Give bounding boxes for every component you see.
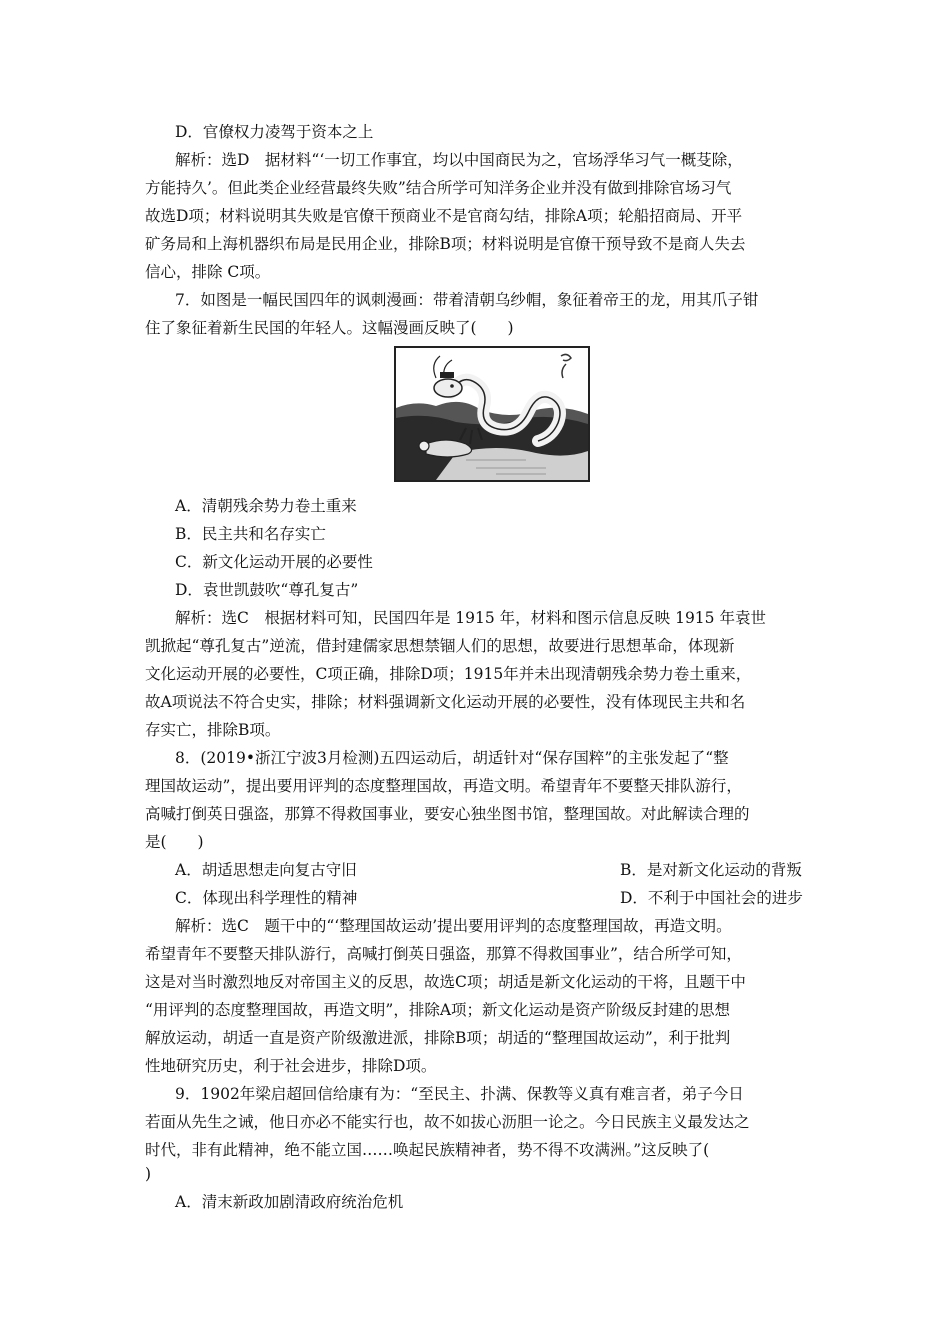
option-b-q7: B．民主共和名存实亡 [175,525,326,543]
question-9-stem-line-1: 9．1902年梁启超回信给康有为：“至民主、扑满、保教等义真有难言者，弟子今日 [175,1085,744,1103]
question-8-stem-line-1: 8．(2019•浙江宁波3月检测)五四运动后，胡适针对“保存国粹”的主张发起了“整 [175,749,729,767]
option-a-q9: A．清末新政加剧清政府统治危机 [175,1193,404,1211]
options-q8-row-1 [175,860,840,880]
option-b-q8: B．是对新文化运动的背叛 [620,861,802,879]
analysis-q8-line-1: 解析：选C 题干中的“‘整理国故运动’提出要用评判的态度整理国故，再造文明。 [175,917,732,935]
options-q8-row-2 [175,888,840,908]
option-d-q6: D．官僚权力凌驾于资本之上 [175,123,374,141]
analysis-q7-line-5: 存实亡，排除B项。 [145,721,281,739]
analysis-q8-line-4: “用评判的态度整理国故，再造文明”，排除A项；新文化运动是资产阶级反封建的思想 [145,1001,731,1019]
option-a-q7: A．清朝残余势力卷土重来 [175,497,357,515]
analysis-q7-line-1: 解析：选C 根据材料可知，民国四年是 1915 年，材料和图示信息反映 1915 年袁世 [175,609,766,627]
satirical-cartoon-image [394,346,590,482]
question-8-stem-line-3: 高喊打倒英日强盗，那算不得救国事业，要安心独坐图书馆，整理国故。对此解读合理的 [145,805,750,823]
analysis-q6-line-1: 解析：选D 据材料“‘一切工作事宜，均以中国商民为之，官场浮华习气一概芟除， [175,151,743,169]
dragon-cartoon-illustration [396,348,588,480]
analysis-q6-line-3: 故选D项；材料说明其失败是官僚干预商业不是官商勾结，排除A项；轮船招商局、开平 [145,207,743,225]
analysis-q8-line-6: 性地研究历史，利于社会进步，排除D项。 [145,1057,437,1075]
analysis-q6-line-4: 矿务局和上海机器织布局是民用企业，排除B项；材料说明是官僚干预导致不是商人失去 [145,235,746,253]
question-7-stem-line-2: 住了象征着新生民国的年轻人。这幅漫画反映了( ) [145,319,514,337]
option-d-q8: D．不利于中国社会的进步 [620,889,803,907]
option-c-q8: C．体现出科学理性的精神 [175,889,358,907]
analysis-q6-line-2: 方能持久’。但此类企业经营最终失败”结合所学可知洋务企业并没有做到排除官场习气 [145,179,732,197]
question-9-stem-line-4: ) [145,1165,152,1183]
analysis-q8-line-2: 希望青年不要整天排队游行，高喊打倒英日强盗，那算不得救国事业”，结合所学可知， [145,945,742,963]
question-9-stem-line-3: 时代，非有此精神，绝不能立国……唤起民族精神者，势不得不攻满洲。”这反映了( [145,1141,710,1159]
option-a-q8: A．胡适思想走向复古守旧 [175,861,357,879]
analysis-q8-line-3: 这是对当时激烈地反对帝国主义的反思，故选C项；胡适是新文化运动的干将，且题干中 [145,973,746,991]
question-8-stem-line-2: 理国故运动”，提出要用评判的态度整理国故，再造文明。希望青年不要整天排队游行， [145,777,742,795]
option-d-q7: D．袁世凯鼓吹“尊孔复古” [175,581,359,599]
analysis-q6-line-5: 信心，排除 C项。 [145,263,271,281]
option-c-q7: C．新文化运动开展的必要性 [175,553,373,571]
question-9-stem-line-2: 若面从先生之诫，他日亦必不能实行也，故不如拔心沥胆一论之。今日民族主义最发达之 [145,1113,750,1131]
analysis-q7-line-4: 故A项说法不符合史实，排除；材料强调新文化运动开展的必要性，没有体现民主共和名 [145,693,746,711]
analysis-q7-line-2: 凯掀起“尊孔复古”逆流，借封建儒家思想禁锢人们的思想，故要进行思想革命，体现新 [145,637,735,655]
question-8-stem-line-4: 是( ) [145,833,204,851]
analysis-q8-line-5: 解放运动，胡适一直是资产阶级激进派，排除B项；胡适的“整理国故运动”，利于批判 [145,1029,731,1047]
question-7-stem-line-1: 7．如图是一幅民国四年的讽刺漫画：带着清朝乌纱帽，象征着帝王的龙，用其爪子钳 [175,291,759,309]
analysis-q7-line-3: 文化运动开展的必要性，C项正确，排除D项；1915年并未出现清朝残余势力卷土重来， [145,665,752,683]
